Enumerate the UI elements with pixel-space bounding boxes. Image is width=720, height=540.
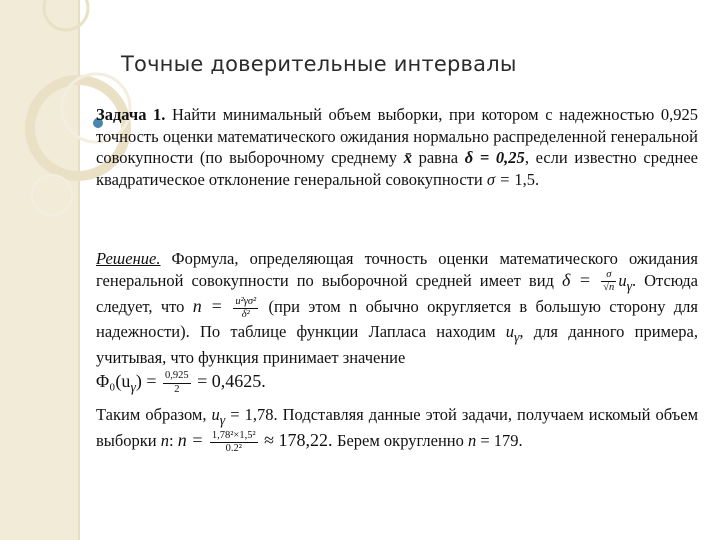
gamma-sub-3: γ (130, 379, 136, 395)
fraction-sigma-sqrt-n (601, 270, 616, 294)
solution-line5a: Таким образом, (96, 404, 212, 424)
task-text-d: 1,5. (510, 169, 540, 189)
deco-circle-top (44, 0, 88, 30)
frac4-den: 0.2² (225, 443, 242, 455)
fraction-result (210, 431, 258, 455)
approx-value: ≈ 178,22. (259, 430, 337, 451)
final-value: = 179. (476, 431, 523, 451)
solution-line5b: = 1,78. Подставляя данные этой задачи, получаем искомый объем выборки (96, 404, 699, 451)
task-sigma: σ = (486, 169, 511, 189)
phi-rhs: = 0,4625. (192, 370, 266, 391)
frac3-num: 0,925 (163, 371, 191, 384)
slide-title: Точные доверительные интервалы (121, 52, 517, 76)
frac4-num: 1,78²×1,5² (210, 431, 258, 444)
gamma-sub-4: γ (219, 411, 226, 427)
n-eq: n = (192, 296, 232, 317)
task-block (96, 104, 698, 190)
task-xbar: x̄ (403, 148, 412, 167)
u-gamma-2: u (505, 321, 514, 341)
fraction-n-formula (233, 297, 258, 321)
solution-line3: (при этом n обычно округляется в большую сторону для надежности). По таблице функции Лапласа находим (96, 297, 698, 341)
result-paragraph (96, 404, 698, 455)
n-label-2: n (468, 431, 477, 451)
fraction-phi (163, 371, 191, 395)
solution-paragraph (96, 248, 698, 369)
u-gamma: u (618, 270, 627, 290)
gamma-sub-2: γ (514, 328, 520, 344)
task-text-c: , если известно среднее квадратическое отклонение генеральной совокупности (96, 148, 698, 189)
solution-line2: . Отсюда следует, что (96, 270, 699, 317)
task-label: Задача 1. (96, 105, 166, 124)
task-text-b: равна (411, 148, 465, 167)
phi-close: ) = (135, 370, 162, 391)
phi-lhs: Φ₀(u (96, 370, 131, 391)
delta-lhs: δ = (561, 269, 600, 290)
gamma-sub: γ (626, 277, 632, 293)
solution-label: Решение. (96, 249, 161, 268)
task-paragraph (96, 104, 698, 190)
solution-block (96, 248, 698, 455)
frac1-num: σ (601, 270, 616, 283)
n-label: n (160, 431, 169, 451)
frac3-den: 2 (174, 383, 180, 395)
solution-line6a: : (169, 431, 178, 451)
solution-line1: Формула, определяющая точность оценки математического ожидания генеральной совокупности по выборочной средней имеет вид (96, 249, 698, 290)
phi-equation (96, 371, 698, 398)
frac2-num: u²γσ² (233, 297, 258, 310)
solution-line4: , для данного примера, учитывая, что функция принимает значение (96, 321, 699, 368)
solution-line6b: Берем округленно (336, 431, 468, 451)
deco-circle-bottom (32, 175, 72, 215)
frac2-den: δ² (241, 309, 250, 321)
n-eq-2: n = (177, 430, 208, 451)
frac1-den: √n (603, 282, 615, 294)
task-delta: δ = 0,25 (464, 148, 525, 167)
task-text-a: Найти минимальный объем выборки, при котором с надежностью 0,925 точность оценки математического ожидания нормально распределенной генеральной совокупности (по выборочному среднему (96, 105, 698, 167)
u-gamma-3: u (211, 404, 220, 424)
